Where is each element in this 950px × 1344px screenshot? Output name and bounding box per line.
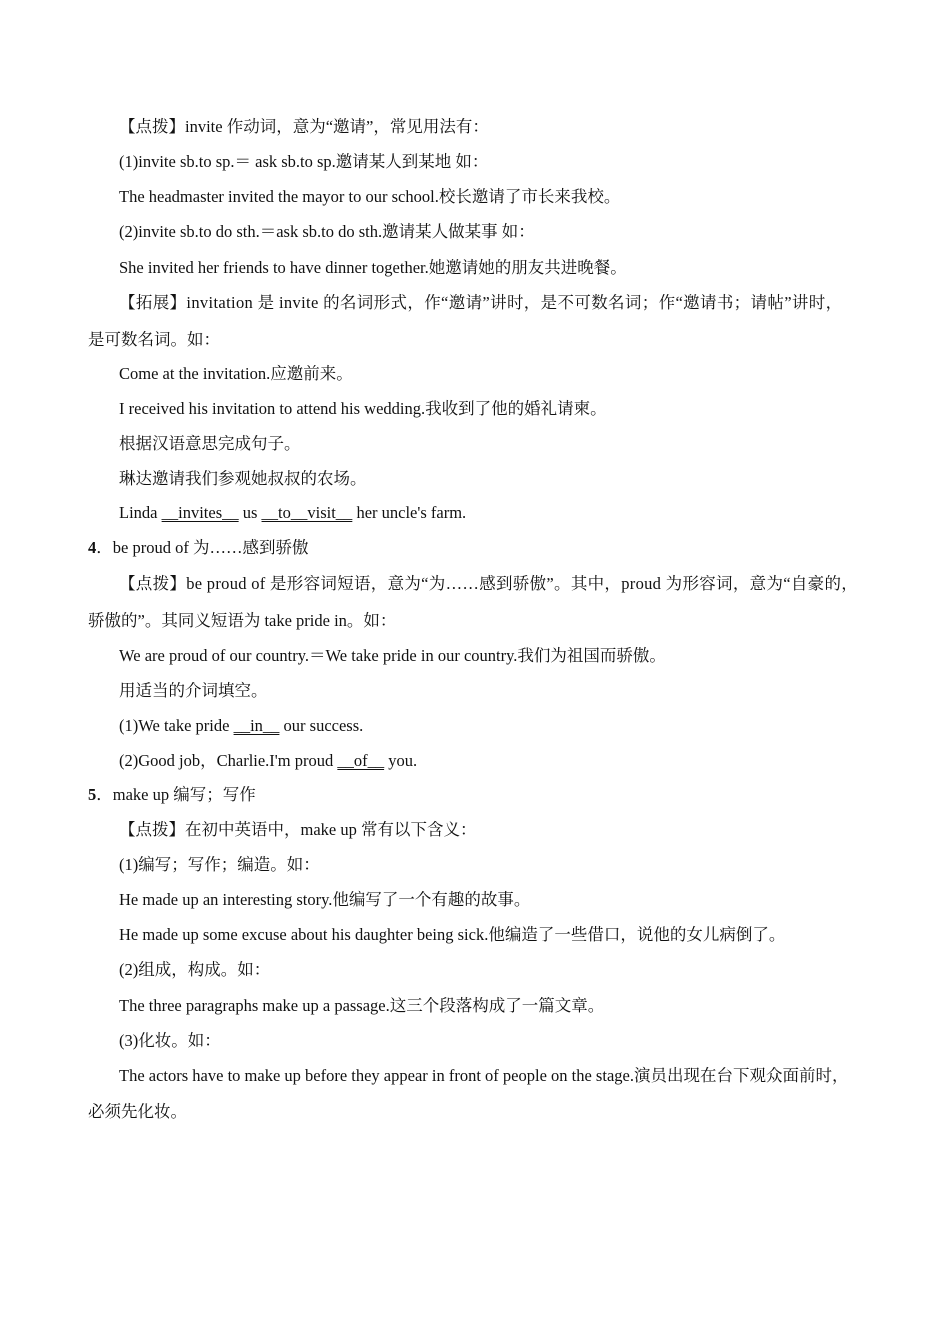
fill-in-sentence-3 (119, 750, 417, 772)
tip-proud-line-2: 骄傲的”。其同义短语为 take pride in。如： (88, 611, 397, 630)
example-sentence: The headmaster invited the mayor to our school.校长邀请了市长来我校。 (119, 187, 621, 206)
fill-in-sentence-2 (119, 715, 363, 737)
example-sentence: I received his invitation to attend his wedding.我收到了他的婚礼请柬。 (119, 399, 607, 418)
sentence-text: us (238, 503, 262, 522)
sentence-text: our success. (279, 716, 364, 735)
section-number: 4 (88, 538, 97, 557)
meaning-2: (2)组成，构成。如： (119, 960, 271, 979)
answer-blank: __to__visit__ (261, 503, 353, 522)
meaning-3: (3)化妆。如： (119, 1031, 221, 1050)
section-number: 5 (88, 785, 97, 804)
example-sentence-line-1: The actors have to make up before they appear in front of people on the stage.演员出现在台下观众面前时， (119, 1066, 849, 1085)
fill-in-sentence-1 (119, 502, 466, 524)
example-sentence: He made up some excuse about his daughter being sick.他编造了一些借口，说他的女儿病倒了。 (119, 925, 786, 944)
section-title: ．be proud of 为……感到骄傲 (96, 538, 309, 557)
meaning-1: (1)编写；写作；编造。如： (119, 855, 320, 874)
answer-blank: __invites__ (161, 503, 239, 522)
example-sentence: Come at the invitation.应邀前来。 (119, 364, 353, 383)
sentence-text: Linda (119, 503, 162, 522)
section-5-heading (88, 784, 256, 806)
sentence-text: (1)We take pride (119, 716, 234, 735)
answer-blank: __in__ (233, 716, 280, 735)
section-title: ．make up 编写；写作 (96, 785, 256, 804)
answer-blank: __of__ (337, 751, 385, 770)
usage-invite-2: (2)invite sb.to do sth.＝ask sb.to do sth.邀请某人做某事 如： (119, 222, 535, 241)
example-sentence: The three paragraphs make up a passage.这三个段落构成了一篇文章。 (119, 996, 605, 1015)
sentence-text: her uncle's farm. (352, 503, 467, 522)
section-4-heading (88, 537, 308, 559)
exercise-instruction: 用适当的介词填空。 (119, 681, 268, 700)
example-sentence: We are proud of our country.＝We take pride in our country.我们为祖国而骄傲。 (119, 646, 666, 665)
example-sentence: She invited her friends to have dinner together.她邀请她的朋友共进晚餐。 (119, 258, 627, 277)
sentence-text: you. (384, 751, 418, 770)
tip-proud-line-1: 【点拨】be proud of 是形容词短语，意为“为……感到骄傲”。其中，proud 为形容词，意为“自豪的， (119, 574, 859, 593)
extension-paragraph-line-1: 【拓展】invitation 是 invite 的名词形式，作“邀请”讲时，是不可数名词；作“邀请书；请帖”讲时， (119, 293, 843, 312)
example-sentence-line-2: 必须先化妆。 (88, 1102, 187, 1121)
tip-make-up-heading: 【点拨】在初中英语中，make up 常有以下含义： (119, 820, 477, 839)
tip-invite-heading: 【点拨】invite 作动词，意为“邀请”，常见用法有： (119, 117, 489, 136)
example-sentence: He made up an interesting story.他编写了一个有趣的故事。 (119, 890, 531, 909)
sentence-text: (2)Good job，Charlie.I'm proud (119, 751, 338, 770)
usage-invite-1: (1)invite sb.to sp.＝ ask sb.to sp.邀请某人到某地 如： (119, 152, 489, 171)
extension-paragraph-line-2: 是可数名词。如： (88, 330, 220, 349)
exercise-instruction: 根据汉语意思完成句子。 (119, 434, 301, 453)
exercise-chinese-prompt: 琳达邀请我们参观她叔叔的农场。 (119, 469, 367, 488)
